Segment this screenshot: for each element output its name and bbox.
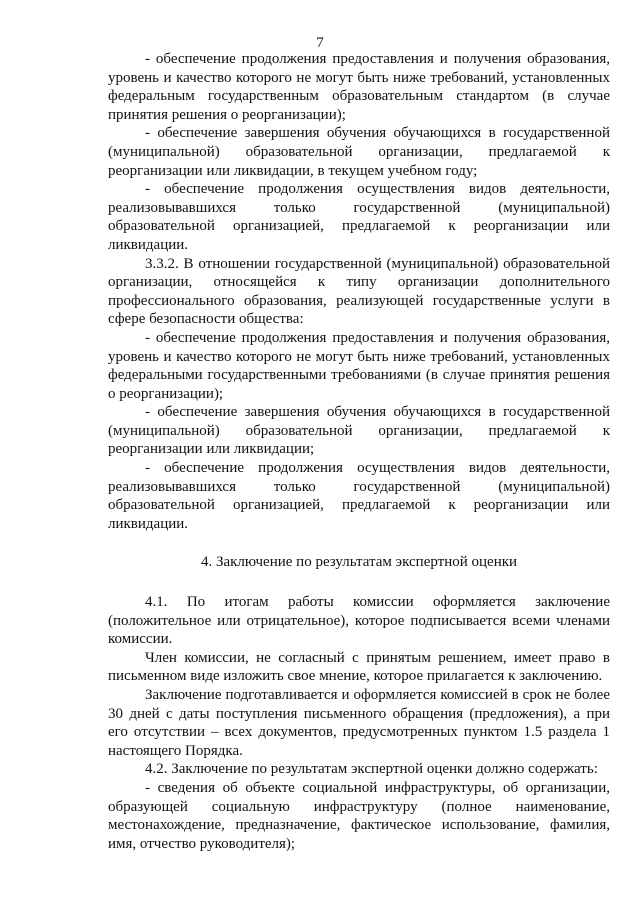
paragraph-clause-4-2: 4.2. Заключение по результатам экспертной оценки должно содержать: <box>145 761 598 778</box>
paragraph-clause-4-1: 4.1. По итогам работы комиссии оформляется заключение (положительное или отрицательное), которое подписывается всеми членами комиссии. <box>108 594 610 648</box>
paragraph-requirement-federal: - обеспечение продолжения предоставления и получения образования, уровень и качество которого не могут быть ниже требований, установленных федеральными государственными требованиями (в случае принятия решения о реорганизации); <box>108 329 610 402</box>
paragraph-object-info: - сведения об объекте социальной инфраструктуры, об организации, образующей социальную инфраструктуру (полное наименование, местонахождение, предназначение, фактическое использование, фамилия, имя, отчество руководителя); <box>108 779 610 852</box>
paragraph-deadline: Заключение подготавливается и оформляется комиссией в срок не более 30 дней с даты поступления письменного обращения (предложения), а при его отсутствии – всех документов, предусмотренных пунктом 1.5 раздела 1 настоящего Порядка. <box>108 687 610 759</box>
page-number: 7 <box>316 35 324 51</box>
paragraph-activities-continuation: - обеспечение продолжения осуществления видов деятельности, реализовывавшихся только государственной (муниципальной) образовательной организацией, предлагаемой к реорганизации или ликвидации. <box>108 181 610 253</box>
paragraph-requirement-fgos: - обеспечение продолжения предоставления и получения образования, уровень и качество которого не могут быть ниже требований, установленных федеральным государственным образовательным стандартом (в случае принятия решения о реорганизации); <box>108 51 610 123</box>
paragraph-completion: - обеспечение завершения обучения обучающихся в государственной (муниципальной) образовательной организации, предлагаемой к реорганизации или ликвидации; <box>108 404 610 458</box>
paragraph-clause-3-3-2: 3.3.2. В отношении государственной (муниципальной) образовательной организации, относящейся к типу организации дополнительного профессионального образования, реализующей государственные услуги в сфере безопасности общества: <box>108 255 610 328</box>
paragraph-activities-continuation-2: - обеспечение продолжения осуществления видов деятельности, реализовывавшихся только государственной (муниципальной) образовательной организацией, предлагаемой к реорганизации или ликвидации. <box>108 460 610 532</box>
paragraph-dissenting-opinion: Член комиссии, не согласный с принятым решением, имеет право в письменном виде изложить свое мнение, которое прилагается к заключению. <box>108 649 610 685</box>
document-body <box>108 50 610 853</box>
section-heading: 4. Заключение по результатам экспертной оценки <box>200 554 518 571</box>
paragraph-completion-current-year: - обеспечение завершения обучения обучающихся в государственной (муниципальной) образовательной организации, предлагаемой к реорганизации или ликвидации, в текущем учебном году; <box>108 125 610 179</box>
